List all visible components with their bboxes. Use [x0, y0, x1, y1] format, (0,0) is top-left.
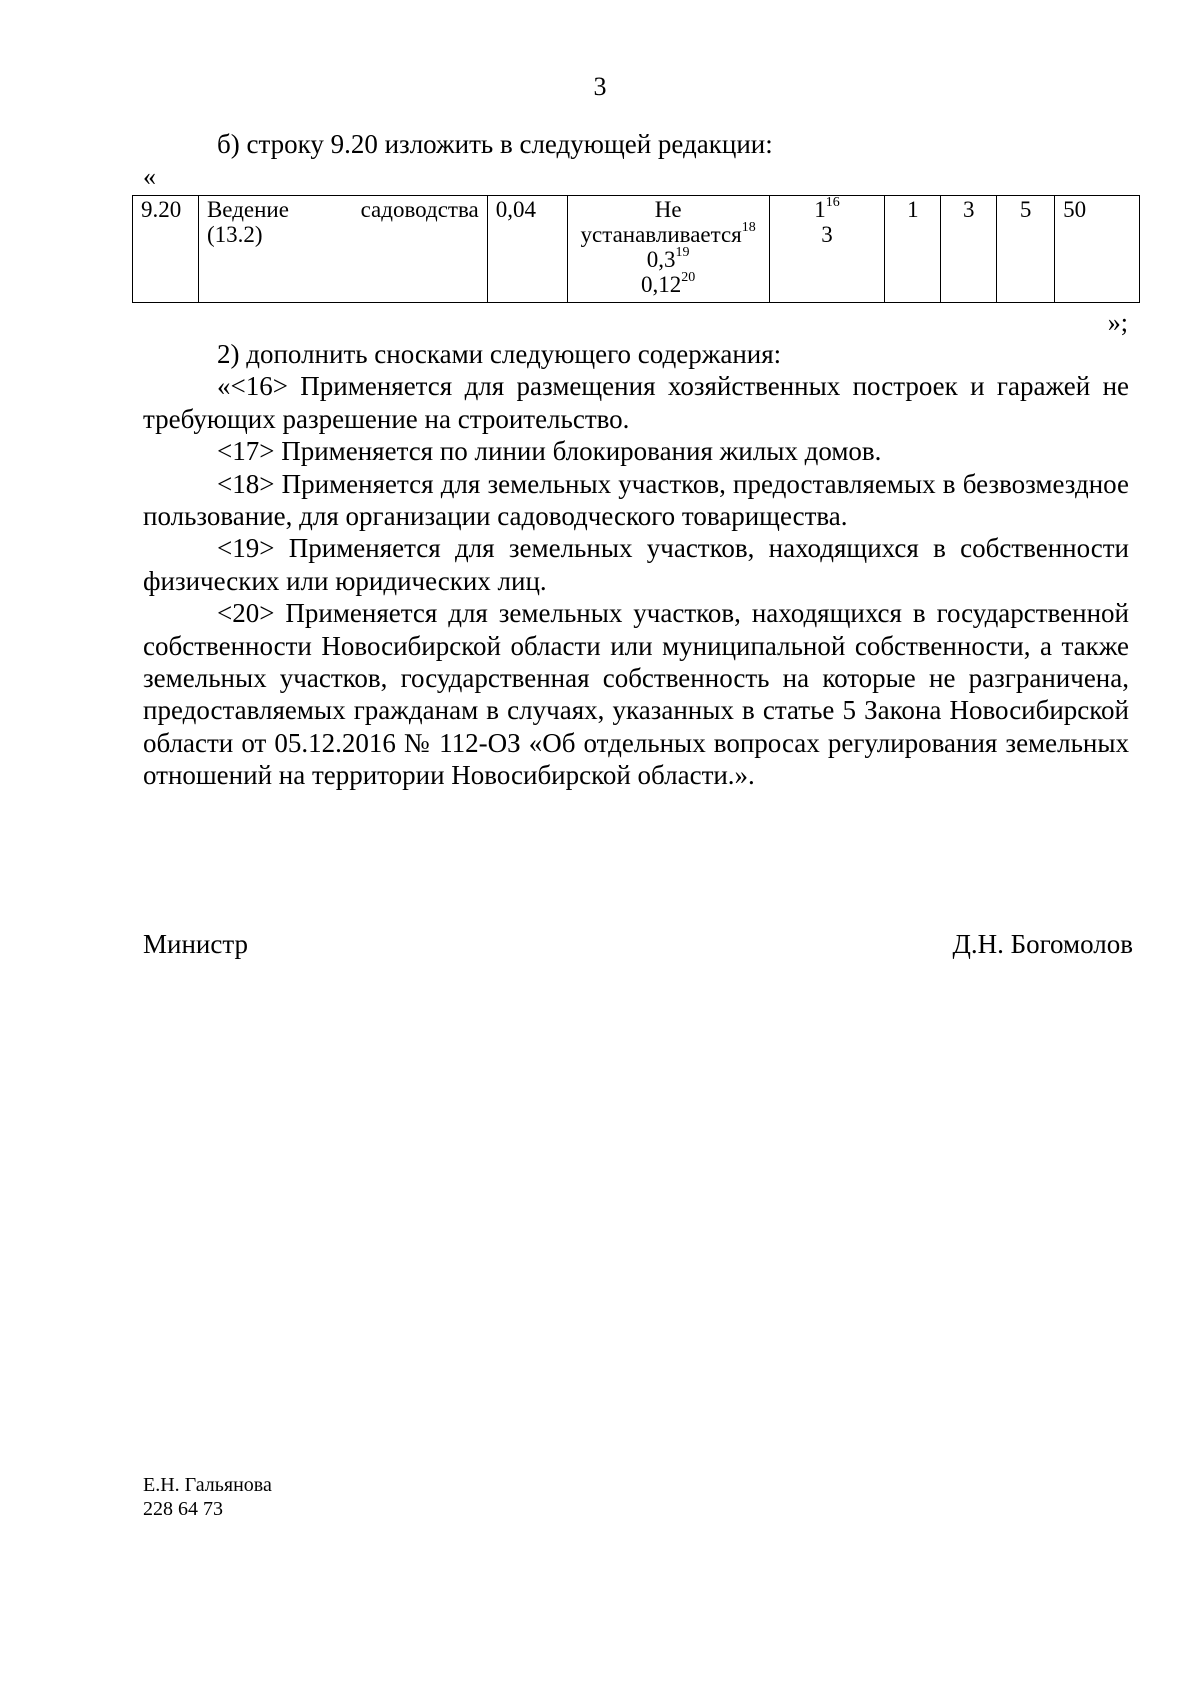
paragraph: <17> Применяется по линии блокирования жилых домов.: [217, 436, 882, 467]
lead-line: б) строку 9.20 изложить в следующей редакции:: [217, 129, 773, 159]
land-use-word2: садоводства: [360, 197, 479, 222]
max-area-line3: $0,3^{19}$: [646, 245, 690, 272]
footnote-ref-18: 18: [741, 220, 756, 236]
page-number: 3: [593, 72, 607, 101]
row-number: 9.20: [141, 197, 182, 222]
footnote-ref-16: 16: [825, 195, 840, 211]
paragraph: <20> Применяется для земельных участков, находящихся в государственной собственности Новосибирской области или муниципальной собственности, а также земельных участков, государственная собственность на которые не разграничена, предоставляемых гражданам в случаях, указанных в статье 5 Закона Новосибирской области от 05.12.2016 № 112-ОЗ «Об отдельных вопросах регулирования земельных отношений на территории Новосибирской области.».: [143, 598, 1129, 791]
indent-line1: $1^{16}$: [814, 195, 840, 222]
col8-value: 5: [1019, 197, 1032, 222]
amendment-table: [132, 195, 1140, 303]
col6-value: 1: [907, 197, 919, 222]
col7-cell: [941, 196, 997, 303]
max-area-line1: Не: [654, 197, 682, 222]
footnote-ref-19: 19: [675, 245, 690, 261]
table-close-quote: »;: [1107, 308, 1128, 337]
col7-value: 3: [963, 197, 975, 222]
executor-phone: 228 64 73: [143, 1498, 223, 1520]
body-text: [143, 338, 1129, 792]
table-open-quote: «: [143, 162, 156, 191]
paragraph: <19> Применяется для земельных участков, находящихся в собственности физических или юридических лиц.: [143, 533, 1129, 596]
land-use-cell: [198, 196, 487, 303]
paragraph: «<16> Применяется для размещения хозяйственных построек и гаражей не требующих разрешение на строительство.: [143, 371, 1129, 434]
col9-value: 50: [1063, 197, 1087, 222]
paragraph: 2) дополнить сносками следующего содержания:: [217, 339, 782, 369]
min-area-cell: [487, 196, 567, 303]
col6-cell: [885, 196, 941, 303]
col9-cell: [1055, 196, 1140, 303]
col8-cell: [997, 196, 1055, 303]
signatory-title: Министр: [143, 929, 248, 959]
land-use-word1: Ведение: [206, 197, 289, 222]
table-row: [133, 196, 1140, 303]
max-area-cell: [567, 196, 769, 303]
indent-cell: [769, 196, 885, 303]
max-area-line2: устанавливается$^{18}$: [580, 220, 756, 247]
min-area-value: 0,04: [495, 197, 536, 222]
row-number-cell: [133, 196, 199, 303]
executor-block: [143, 1473, 272, 1521]
executor-name: Е.Н. Гальянова: [143, 1474, 272, 1496]
signatory-name: Д.Н. Богомолов: [952, 929, 1133, 959]
footnote-ref-20: 20: [681, 270, 696, 286]
land-use-code: (13.2): [206, 222, 263, 247]
max-area-line4: 0,12$^{20}$: [641, 270, 696, 297]
indent-line2: 3: [821, 222, 833, 247]
paragraph: <18> Применяется для земельных участков, предоставляемых в безвозмездное пользование, для организации садоводческого товарищества.: [143, 468, 1129, 532]
